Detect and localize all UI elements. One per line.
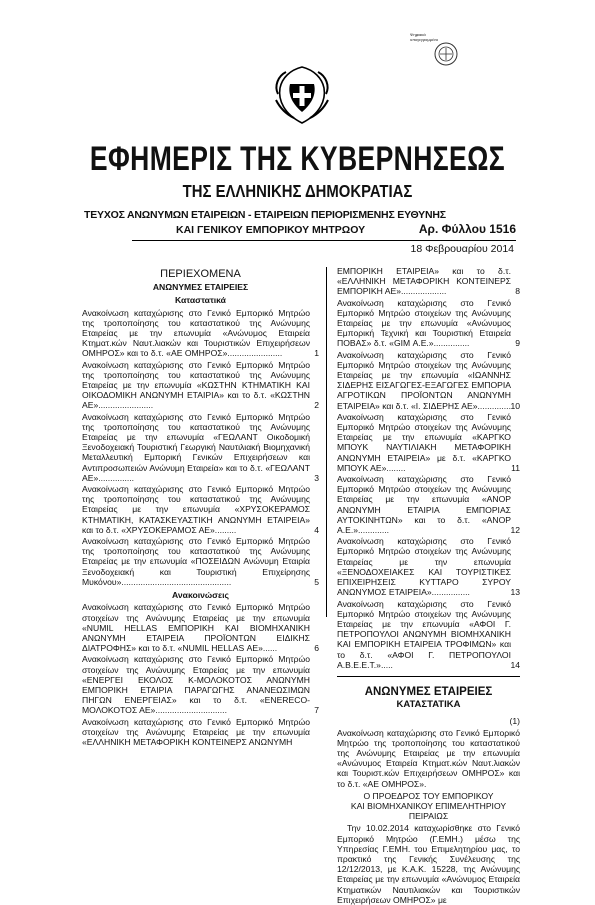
toc-entry-text: Ανακοίνωση καταχώρισης στο Γενικό Εμπορικό Μητρώο στοιχείων της Ανώνυμης Εταιρείας με την επωνυμία «ΕΝΕΡΓΕΙ ΕΚΟΛΟΣ Κ-ΜΟΛΟΚΟΤΟΣ ΑΝΩΝΥΜΗ ΕΜΠΟΡΙΚΗ ΕΤΑΙΡΙΑ ΠΑΡΑΓΩΓΗΣ ΑΝΑΝΕΩΣΙΜΩΝ ΠΗΓΩΝ ΕΝΕΡΓΕΙΑΣ» και το δ.τ. «ENERECO-ΜΟΛΟΚΟΤΟΣ ΑΕ».............................. bbox=[82, 654, 310, 716]
toc-entry-text: Ανακοίνωση καταχώρισης στο Γενικό Εμπορικό Μητρώο της τροποποίησης του καταστατικού της Ανώνυμης Εταιρείας με την επωνυμία «ΓΕΩΛΑΝΤ Οικοδομική Ξενοδοχειακή Τουριστική Γεωργική Ναυτιλιακή Βιομηχανική Μεταλλευτική Εμπορική Γενικών Επιχειρήσεων και Αντιπροσωπειών Ανώνυμη Εταιρεία» και το δ.τ. «ΓΕΩΛΑΝΤ ΑΕ»............... bbox=[82, 411, 310, 483]
toc-entry-page: 6 bbox=[314, 643, 319, 654]
toc-entry bbox=[82, 484, 319, 535]
issue-type-line1: ΤΕΥΧΟΣ ΑΝΩΝΥΜΩΝ ΕΤΑΙΡΕΙΩΝ - ΕΤΑΙΡΕΙΩΝ ΠΕΡΙΟΡΙΣΜΕΝΗΣ ΕΥΘΥΝΗΣ bbox=[84, 209, 446, 221]
toc-entry-page: 11 bbox=[511, 462, 520, 473]
issue-date: 18 Φεβρουαρίου 2014 bbox=[410, 243, 514, 255]
toc-entry bbox=[337, 474, 520, 535]
toc-entry-text: Ανακοίνωση καταχώρισης στο Γενικό Εμπορικό Μητρώο στοιχείων της Ανώνυμης Εταιρείας με την επωνυμία «ΙΩΑΝΝΗΣ ΣΙΔΕΡΗΣ ΕΙΣΑΓΩΓΕΣ-ΕΞΑΓΩΓΕΣ ΕΜΠΟΡΙΑ ΑΓΡΟΤΙΚΩΝ ΠΡΟΪΟΝΤΩΝ ΑΝΩΝΥΜΗ ΕΤΑΙΡΕΙΑ» και δ.τ. «Ι. ΣΙΔΕΡΗΣ ΑΕ».............. bbox=[337, 349, 511, 411]
toc-entry-page: 1 bbox=[314, 348, 319, 359]
toc-entry bbox=[337, 350, 520, 411]
authority-line2: ΚΑΙ ΒΙΟΜΗΧΑΝΙΚΟΥ ΕΠΙΜΕΛΗΤΗΡΙΟΥ ΠΕΙΡΑΙΩΣ bbox=[350, 800, 507, 822]
toc-entry-text: Ανακοίνωση καταχώρισης στο Γενικό Εμπορικό Μητρώο στοιχείων της Ανώνυμης Εταιρείας με την επωνυμία «Ανώνυμος Εμπορική Τεχνική και Τουριστική Εταιρεία ΠΟΒΑΣ» δ.τ. «GIM Α.Ε.»............... bbox=[337, 297, 511, 349]
toc-left-column bbox=[82, 264, 319, 748]
toc-entry-text: Ανακοίνωση καταχώρισης στο Γενικό Εμπορικό Μητρώο της τροποποίησης του καταστατικού της Ανώνυμης Εταιρείας με την επωνυμία «ΠΟΣΕΙΔΩΝ Ανώνυμη Εταιρία Ξενοδοχειακή και Τουριστική Επιχείρησης Μυκόνου».............................................. bbox=[82, 536, 310, 587]
signature-seal-icon bbox=[410, 32, 464, 72]
toc-entry-page: 7 bbox=[314, 705, 319, 716]
toc-category-announcements: Ανακοινώσεις bbox=[172, 590, 229, 601]
toc-section-heading: ΑΝΩΝΥΜΕΣ ΕΤΑΙΡΕΙΕΣ bbox=[152, 282, 249, 293]
item-paragraph: Την 10.02.2014 καταχωρίσθηκε στο Γενικό Εμπορικό Μητρώο (Γ.ΕΜΗ.) μέσω της Υπηρεσίας Γ.ΕΜΗ. του Επιμελητηρίου μας, το πρακτικό της Γενικής Συνέλευσης της 12/12/2013, με Κ.Α.Κ. 15228, της Ανώνυμης Εταιρείας με την επωνυμία «Ανώνυμος Εταιρεία Κτηματικών Ναυτιλιακών και Τουριστικών Επιχειρήσεων ΟΜΗΡΟΣ» με bbox=[337, 823, 520, 905]
toc-entry-text: Ανακοίνωση καταχώρισης στο Γενικό Εμπορικό Μητρώο στοιχείων της Ανώνυμης Εταιρείας με την επωνυμία «NUMIL HELLAS ΕΜΠΟΡΙΚΗ ΚΑΙ ΒΙΟΜΗΧΑΝΙΚΗ ΑΝΩΝΥΜΗ ΕΤΑΙΡΕΙΑ ΠΡΟΪΟΝΤΩΝ ΕΙΔΙΚΗΣ ΔΙΑΤΡΟΦΗΣ» και το δ.τ. «NUMIL HELLAS ΑΕ»...... bbox=[82, 602, 310, 654]
toc-entry bbox=[82, 308, 319, 359]
toc-entry-text: Ανακοίνωση καταχώρισης στο Γενικό Εμπορικό Μητρώο στοιχείων της Ανώνυμης Εταιρείας με την επωνυμία «ΞΕΝΟΔΟΧΕΙΑΚΕΣ ΚΑΙ ΤΟΥΡΙΣΤΙΚΕΣ ΕΠΙΧΕΙΡΗΣΕΙΣ ΚΥΤΤΑΡΟ ΣΥΡΟΥ ΑΝΩΝΥΜΟΣ ΕΤΑΙΡΕΙΑ»................ bbox=[337, 536, 511, 598]
toc-entry-page: 2 bbox=[314, 400, 319, 411]
sheet-number: Αρ. Φύλλου 1516 bbox=[418, 222, 516, 236]
stamp-text: Ψηφιακά υπογεγραμμένο bbox=[410, 32, 439, 42]
toc-entry-text: Ανακοίνωση καταχώρισης στο Γενικό Εμπορικό Μητρώο της τροποποίησης του καταστατικού της Ανώνυμης Εταιρείας με την επωνυμία «ΚΩΣΤΗΝ ΚΤΗΜΑΤΙΚΗ ΚΑΙ ΟΙΚΟΔΟΜΙΚΗ ΑΝΩΝΥΜΗ ΕΤΑΙΡΙΑ» και το δ.τ. «ΚΩΣΤΗΝ ΑΕ»....................... bbox=[82, 359, 310, 411]
toc-entry-page: 14 bbox=[510, 659, 520, 670]
toc-entry-text: Ανακοίνωση καταχώρισης στο Γενικό Εμπορικό Μητρώο στοιχείων της Ανώνυμης Εταιρείας με την επωνυμία «ΚΑΡΓΚΟ ΜΠΟΥΚ ΝΑΥΤΙΛΙΑΚΗ ΜΕΤΑΦΟΡΙΚΗ ΑΝΩΝΥΜΗ ΕΤΑΙΡΕΙΑ» με δ.τ. «ΚΑΡΓΚΟ ΜΠΟΥΚ ΑΕ»........ bbox=[337, 411, 511, 473]
item-announcement: Ανακοίνωση καταχώρισης στο Γενικό Εμπορικό Μητρώο της τροποποίησης του καταστατικού της Ανώνυμης Εταιρείας με την επωνυμία «Ανώνυμος Εταιρεία Κτηματ.κών Ναυτ.λιακών και Τουριστ.κών Επιχειρήσεων ΟΜΗΡΟΣ» και το δ.τ. «ΑΕ ΟΜΗΡΟΣ». bbox=[337, 727, 520, 789]
issue-type-line2: ΚΑΙ ΓΕΝΙΚΟΥ ΕΜΠΟΡΙΚΟΥ ΜΗΤΡΩΟΥ bbox=[176, 224, 366, 236]
toc-entry-text: Ανακοίνωση καταχώρισης στο Γενικό Εμπορικό Μητρώο στοιχείων της Ανώνυμης Εταιρείας με την επωνυμία «ΕΛΛΗΝΙΚΗ ΜΕΤΑΦΟΡΙΚΗ ΚΟΝΤΕΙΝΕΡΣ ΑΝΩΝΥΜΗ bbox=[82, 716, 310, 747]
toc-entry bbox=[337, 536, 520, 597]
toc-entries-announcements bbox=[82, 602, 319, 747]
gazette-title: ΕΦΗΜΕΡΙΣ ΤΗΣ ΚΥΒΕΡΝΗΣΕΩΣ bbox=[89, 140, 506, 178]
header-divider bbox=[132, 240, 516, 241]
toc-title: ΠΕΡΙΕΧΟΜΕΝΑ bbox=[160, 268, 241, 280]
toc-entry-text: Ανακοίνωση καταχώρισης στο Γενικό Εμπορικό Μητρώο της τροποποίησης του καταστατικού της Ανώνυμης Εταιρείας με την επωνυμία «ΧΡΥΣΟΚΕΡΑΜΟΣ ΚΤΗΜΑΤΙΚΗ, ΚΑΤΑΣΚΕΥΑΣΤΙΚΗ ΑΝΩΝΥΜΗ ΕΤΑΙΡΕΙΑ» και το δ.τ. «ΧΡΥΣΟΚΕΡΑΜΟΣ ΑΕ»......... bbox=[82, 484, 310, 535]
toc-entry bbox=[337, 266, 520, 297]
toc-entry-text: Ανακοίνωση καταχώρισης στο Γενικό Εμπορικό Μητρώο της τροποποίησης του καταστατικού της Ανώνυμης Εταιρείας με την επωνυμία «Ανώνυμος Εταιρεία Κτηματ.κών Ναυτ.λιακών και Τουριστικών Επιχειρήσεων ΟΜΗΡΟΣ» και το δ.τ. «ΑΕ ΟΜΗΡΟΣ»....................... bbox=[82, 307, 310, 359]
toc-entry-page: 9 bbox=[515, 338, 520, 349]
toc-entry bbox=[82, 602, 319, 653]
gazette-subtitle: ΤΗΣ ΕΛΛΗΝΙΚΗΣ ΔΗΜΟΚΡΑΤΙΑΣ bbox=[182, 181, 413, 201]
column-divider bbox=[326, 267, 327, 617]
authority-line1: Ο ΠΡΟΕΔΡΟΣ ΤΟΥ ΕΜΠΟΡΙΚΟΥ bbox=[363, 790, 494, 801]
toc-entry-page: 10 bbox=[510, 400, 520, 411]
greek-coat-of-arms-emblem bbox=[270, 64, 334, 131]
toc-entry bbox=[337, 412, 520, 473]
item-body bbox=[337, 728, 520, 905]
item-number: (1) bbox=[509, 716, 520, 727]
toc-entry-page: 4 bbox=[314, 524, 319, 535]
toc-entry bbox=[82, 717, 319, 748]
toc-entry-page: 5 bbox=[314, 576, 319, 587]
toc-entry-text: ΕΜΠΟΡΙΚΗ ΕΤΑΙΡΕΙΑ» και το δ.τ. «ΕΛΛΗΝΙΚΗ ΜΕΤΑΦΟΡΙΚΗ ΚΟΝΤΕΙΝΕΡΣ ΕΜΠΟΡΙΚΗ ΑΕ»................... bbox=[337, 266, 511, 297]
toc-entries-continued bbox=[337, 266, 520, 670]
toc-entries-statutes bbox=[82, 308, 319, 587]
section-title: ΑΝΩΝΥΜΕΣ ΕΤΑΙΡΕΙΕΣ bbox=[337, 676, 520, 697]
toc-entry-page: 3 bbox=[314, 472, 319, 483]
toc-entry bbox=[82, 412, 319, 483]
toc-entry bbox=[337, 599, 520, 670]
toc-entry-text: Ανακοίνωση καταχώρισης στο Γενικό Εμπορικό Μητρώο στοιχείων της Ανώνυμης Εταιρείας με την επωνυμία «ΑΦΟΙ Γ. ΠΕΤΡΟΠΟΥΛΟΙ ΑΝΩΝΥΜΗ ΒΙΟΜΗΧΑΝΙΚΗ ΚΑΙ ΕΜΠΟΡΙΚΗ ΕΤΑΙΡΕΙΑ ΤΡΟΦΙΜΩΝ» και το δ.τ. «ΑΦΟΙ Γ. ΠΕΤΡΟΠΟΥΛΟΙ Α.Β.Ε.Ε.Τ.»..... bbox=[337, 598, 511, 670]
toc-category-statutes: Καταστατικά bbox=[175, 295, 226, 306]
toc-entry-text: Ανακοίνωση καταχώρισης στο Γενικό Εμπορικό Μητρώο στοιχείων της Ανώνυμης Εταιρείας με την επωνυμία «ΑΝΟΡ ΑΝΩΝΥΜΗ ΕΤΑΙΡΙΑ ΕΜΠΟΡΙΑΣ ΑΥΤΟΚΙΝΗΤΩΝ» και το δ.τ. «ΑΝΟΡ Α.Ε.»............. bbox=[337, 474, 511, 536]
digital-signature-stamp bbox=[410, 32, 464, 72]
section-subtitle: ΚΑΤΑΣΤΑΤΙΚΑ bbox=[396, 699, 461, 711]
toc-entry-page: 12 bbox=[510, 525, 520, 536]
toc-entry-page: 8 bbox=[515, 286, 520, 297]
toc-entry bbox=[337, 298, 520, 349]
toc-entry bbox=[82, 654, 319, 715]
toc-entry bbox=[82, 360, 319, 411]
right-column bbox=[337, 266, 520, 905]
toc-entry bbox=[82, 536, 319, 587]
toc-entry-page: 13 bbox=[510, 587, 520, 598]
